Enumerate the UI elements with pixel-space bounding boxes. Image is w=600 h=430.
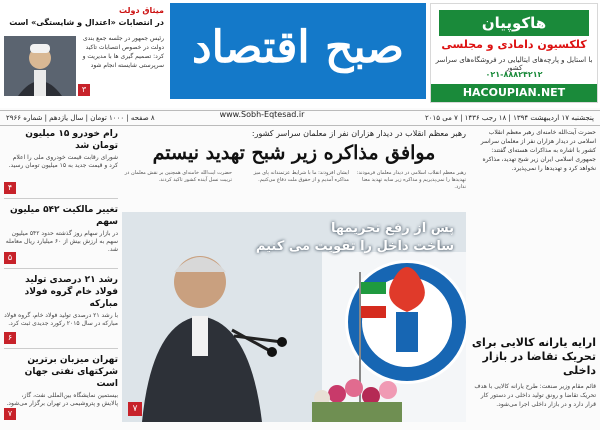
brief-title: رشد ۲۱ درصدی تولید فولاد خام گروه فولاد مبارکه — [24, 275, 118, 309]
ad-url[interactable]: HACOUPIAN.NET — [431, 84, 597, 102]
right-column — [470, 128, 596, 426]
brief-body: بیستمین نمایشگاه بین‌المللی نفت، گاز، پالایش و پتروشیمی در تهران برگزار می‌شود. — [6, 392, 118, 407]
dateline — [0, 110, 600, 126]
photo-page-badge: ۷ — [128, 402, 142, 416]
teaser-kicker: میثاق دولت — [119, 6, 164, 15]
portrait-icon — [4, 36, 76, 96]
masthead-name: صبح اقتصاد — [191, 22, 405, 73]
left-column — [4, 128, 118, 426]
dateline-issue: ۸ صفحه | ۱۰۰۰ تومان | سال یازدهم | شماره ۲۹۶۶ — [6, 114, 155, 122]
ad-tagline: کلکسیون دامادی و مجلسی — [441, 38, 587, 51]
masthead — [170, 3, 426, 99]
brief-body: با رشد ۲۱ درصدی تولید فولاد خام، گروه فولاد مبارکه در سال ۲۰۱۵ رکورد جدیدی ثبت کرد. — [4, 312, 118, 327]
ad-brand: هاکوپیان — [439, 10, 589, 36]
caption-line: پس از رفع تحریمها — [330, 221, 454, 236]
right-column-lead: قائم مقام وزیر صنعت: طرح یارانه کالایی با هدف تحریک تقاضا و رونق تولید داخلی در دستور کار قرار دارد و در بازار داخلی اجرا می‌شود. — [474, 383, 596, 408]
lead-text-column: ایشان افزودند: ما با شرایط عزتمندانه پای میز مذاکره آمدیم و از حقوق ملت دفاع می‌کنیم. — [253, 170, 349, 183]
brief-item[interactable] — [4, 204, 118, 269]
brief-body: در بازار سهام روز گذشته حدود ۵۴۲ میلیون سهم به ارزش بیش از ۶۰ میلیارد ریال معامله شد. — [5, 230, 118, 253]
right-column-body: حضرت آیت‌الله خامنه‌ای رهبر معظم انقلاب اسلامی در دیدار هزاران نفر از معلمان سراسر کشور با اشاره به مذاکرات هسته‌ای گفتند: جمهوری اسلامی ایران زیر شبح تهدید، مذاکره نخواهد کرد و تهدیدها را نمی‌پذیرد. — [480, 129, 596, 172]
photo-caption — [256, 220, 454, 256]
teaser-photo — [4, 36, 76, 96]
ad-phone: ۰۲۱-۸۸۸۲۴۲۱۲ — [485, 70, 543, 79]
advertisement[interactable] — [430, 3, 598, 103]
teaser-page-badge: ۳ — [78, 84, 90, 96]
brief-page-badge: ۵ — [4, 252, 16, 264]
teaser-title: در انتصابات «اعتدال و شایستگی» است — [9, 18, 164, 27]
brief-body: شورای رقابت قیمت خودروی ملی را اعلام کرد و قیمت جدید به ۱۵ میلیون تومان رسید. — [8, 154, 118, 169]
lead-kicker: رهبر معظم انقلاب در دیدار هزاران نفر از معلمان سراسر کشور: — [251, 129, 466, 138]
brief-item[interactable] — [4, 128, 118, 199]
ad-subline: با استایل و پارچه‌های ایتالیایی در فروشگاه‌های سراسر کشور — [435, 56, 593, 72]
brief-item[interactable] — [4, 274, 118, 349]
lead-headline[interactable]: موافق مذاکره زیر شبح تهدید نیستم — [152, 142, 436, 164]
right-column-headline[interactable]: ارایه یارانه کالایی برای تحریک تقاضا در بازار داخلی — [471, 336, 596, 377]
brief-item[interactable] — [4, 354, 118, 424]
lead-photo[interactable] — [122, 212, 466, 422]
lead-text-column: حضرت آیت‌الله خامنه‌ای همچنین بر نقش معلمان در تربیت نسل آینده کشور تاکید کردند. — [124, 170, 232, 183]
masthead-url[interactable]: www.Sobh-Eqtesad.ir — [219, 110, 305, 119]
lead-text-column: رهبر معظم انقلاب اسلامی در دیدار معلمان فرمودند: تهدیدها را نمی‌پذیریم و مذاکره زیر سایه تهدید معنا ندارد. — [356, 170, 466, 190]
teaser-story[interactable] — [4, 6, 164, 100]
brief-page-badge: ۷ — [4, 408, 16, 420]
teaser-body: رئیس جمهور در جلسه جمع بندی دولت در خصوص انتصابات تاکید کرد: تصمیم گیری ها با مدیریت و سرپرستی شایسته انجام شود — [82, 35, 164, 69]
brief-title: تهران میزبان برترین شرکتهای نفتی جهان است — [24, 355, 118, 389]
brief-page-badge: ۶ — [4, 332, 16, 344]
brief-title: تغییر مالکیت ۵۴۲ میلیون سهم — [10, 205, 118, 227]
brief-title: رام خودرو ۱۵ میلیون تومان شد — [25, 129, 118, 151]
dateline-date: پنجشنبه ۱۷ اردیبهشت ۱۳۹۴ | ۱۸ رجب ۱۴۳۶ | ۷ می ۲۰۱۵ — [424, 114, 594, 122]
lead-text — [122, 170, 466, 210]
brief-page-badge: ۴ — [4, 182, 16, 194]
caption-line: ساخت داخل را تقویت می کنیم — [255, 239, 454, 254]
